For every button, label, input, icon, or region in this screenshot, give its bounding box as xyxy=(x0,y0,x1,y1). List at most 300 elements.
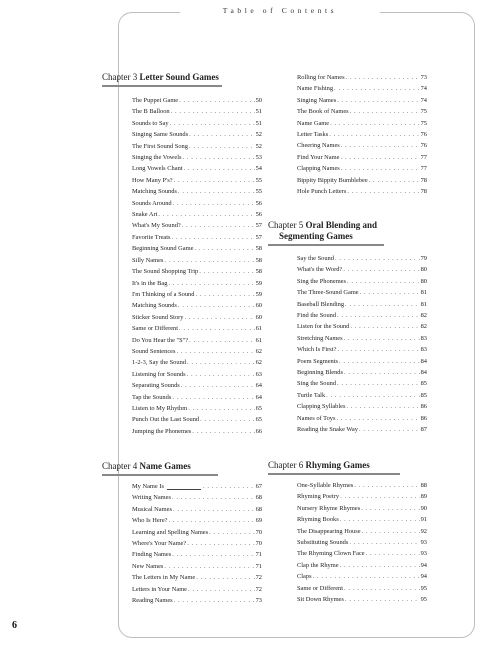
entry-page: 65 xyxy=(255,404,262,412)
dot-leader xyxy=(182,152,254,163)
dot-leader xyxy=(172,549,254,560)
entry-title: Find Your Name xyxy=(297,153,340,161)
entry-title: The B Balloon xyxy=(132,108,170,116)
dot-leader xyxy=(337,95,419,106)
toc-entry[interactable] xyxy=(132,504,262,515)
toc-entry[interactable] xyxy=(132,106,262,117)
dot-leader xyxy=(335,253,420,264)
chapter-3-number: Chapter 3 xyxy=(102,72,138,82)
entry-page: 71 xyxy=(255,551,262,559)
entry-title: Matching Sounds xyxy=(132,302,177,310)
toc-entry[interactable] xyxy=(132,549,262,560)
toc-entry[interactable] xyxy=(297,276,427,287)
toc-entry[interactable] xyxy=(297,537,427,548)
toc-entry[interactable] xyxy=(132,129,262,140)
entry-title: Silly Names xyxy=(132,256,164,264)
entry-page: 56 xyxy=(255,211,262,219)
toc-entry[interactable] xyxy=(297,548,427,559)
dot-leader xyxy=(178,300,255,311)
entry-page: 74 xyxy=(420,85,427,93)
toc-entry[interactable] xyxy=(297,480,427,491)
entry-title: Sing the Sound xyxy=(297,380,337,388)
entry-page: 73 xyxy=(420,74,427,81)
dot-leader xyxy=(336,413,419,424)
entry-page: 60 xyxy=(255,302,262,310)
entry-page: 76 xyxy=(420,142,427,150)
entry-title: Matching Sounds xyxy=(132,188,177,196)
entry-title: What's My Sound? xyxy=(132,222,181,230)
toc-entry[interactable] xyxy=(132,414,262,425)
entry-title: Clap the Rhyme xyxy=(297,561,339,569)
toc-entry[interactable] xyxy=(132,492,262,503)
toc-entry[interactable] xyxy=(297,367,427,378)
toc-entry[interactable] xyxy=(297,118,427,129)
dot-leader xyxy=(349,537,419,548)
dot-leader xyxy=(350,321,419,332)
entry-page: 68 xyxy=(255,494,262,502)
entry-title: Sing the Phonemes xyxy=(297,277,346,285)
entry-page: 95 xyxy=(420,596,427,604)
toc-entry[interactable] xyxy=(297,72,427,83)
entry-title: Sound Sentences xyxy=(132,347,176,355)
toc-entry[interactable] xyxy=(132,243,262,254)
entry-title: Where's Your Name? xyxy=(132,540,187,548)
dot-leader xyxy=(164,255,254,266)
toc-entry[interactable] xyxy=(297,106,427,117)
toc-entry[interactable] xyxy=(297,356,427,367)
entry-page: 90 xyxy=(420,504,427,512)
entry-title: Finding Names xyxy=(132,551,172,559)
toc-entry[interactable] xyxy=(132,369,262,380)
entry-title: The Three-Sound Game xyxy=(297,289,359,297)
dot-leader xyxy=(187,369,255,380)
dot-leader xyxy=(164,561,254,572)
toc-entry[interactable] xyxy=(297,129,427,140)
toc-entry[interactable] xyxy=(297,413,427,424)
toc-entry[interactable] xyxy=(297,560,427,571)
dot-leader xyxy=(184,312,254,323)
dot-leader xyxy=(172,232,255,243)
chapter-4-heading xyxy=(102,461,191,472)
toc-entry[interactable] xyxy=(297,583,427,594)
toc-entry[interactable] xyxy=(132,346,262,357)
chapter-4-list xyxy=(132,481,262,606)
entry-title: Name Fishing xyxy=(297,85,334,93)
entry-title: Singing the Vowels xyxy=(132,154,182,162)
toc-entry[interactable] xyxy=(132,584,262,595)
entry-title: Jumping the Phonemes xyxy=(132,427,192,435)
chapter-5-title-line1: Oral Blending and xyxy=(305,220,378,230)
entry-title: The First Sound Song xyxy=(132,142,188,150)
entry-page: 55 xyxy=(255,188,262,196)
entry-title: Separating Sounds xyxy=(132,382,180,390)
entry-page: 55 xyxy=(255,176,262,184)
dot-leader xyxy=(366,548,420,559)
entry-title: Stretching Names xyxy=(297,334,343,342)
entry-title: Name Game xyxy=(297,119,330,127)
entry-title: The Puppet Game xyxy=(132,97,179,104)
chapter-3-title: Letter Sound Games xyxy=(139,72,219,82)
entry-page: 68 xyxy=(255,505,262,513)
dot-leader xyxy=(196,572,254,583)
toc-entry[interactable] xyxy=(132,392,262,403)
dot-leader xyxy=(329,129,419,140)
entry-page: 93 xyxy=(420,550,427,558)
dot-leader xyxy=(200,414,255,425)
entry-page: 81 xyxy=(420,289,427,297)
entry-page: 52 xyxy=(255,142,262,150)
entry-page: 51 xyxy=(255,108,262,116)
dot-leader xyxy=(169,515,255,526)
toc-entry[interactable] xyxy=(132,198,262,209)
entry-page: 59 xyxy=(255,279,262,287)
toc-entry[interactable] xyxy=(132,403,262,414)
entry-title: Beginning Sound Game xyxy=(132,245,194,253)
entry-title: Punch Out the Last Sound xyxy=(132,416,200,424)
entry-title: The Book of Names xyxy=(297,108,349,116)
entry-title: Rolling for Names xyxy=(297,74,345,81)
dot-leader xyxy=(341,163,420,174)
dot-leader xyxy=(173,504,255,515)
toc-entry[interactable] xyxy=(297,378,427,389)
entry-title: Rhyming Poetry xyxy=(297,493,340,501)
entry-title: Names of Toys xyxy=(297,414,336,422)
entry-page: 66 xyxy=(255,427,262,435)
dot-leader xyxy=(178,186,255,197)
toc-entry[interactable] xyxy=(132,232,262,243)
dot-leader xyxy=(337,378,420,389)
toc-entry[interactable] xyxy=(297,424,427,435)
chapter-6-list xyxy=(297,480,427,605)
entry-page: 70 xyxy=(255,528,262,536)
dot-leader xyxy=(192,426,254,437)
toc-entry[interactable] xyxy=(132,152,262,163)
toc-entry[interactable] xyxy=(132,220,262,231)
chapter-5-number: Chapter 5 xyxy=(268,220,304,230)
dot-leader xyxy=(341,140,420,151)
entry-page: 75 xyxy=(420,119,427,127)
toc-entry[interactable] xyxy=(297,333,427,344)
entry-page: 54 xyxy=(255,165,262,173)
entry-page: 83 xyxy=(420,346,427,354)
toc-entry[interactable] xyxy=(297,287,427,298)
entry-page: 84 xyxy=(420,369,427,377)
toc-entry[interactable] xyxy=(132,118,262,129)
dot-leader xyxy=(174,175,255,186)
dot-leader xyxy=(354,480,419,491)
dot-leader xyxy=(345,594,420,605)
dot-leader xyxy=(194,243,254,254)
entry-title: Say the Sound xyxy=(297,255,334,262)
toc-entry[interactable] xyxy=(297,186,427,197)
entry-page: 81 xyxy=(420,300,427,308)
toc-entry[interactable] xyxy=(297,571,427,582)
entry-page: 53 xyxy=(255,154,262,162)
entry-page: 80 xyxy=(420,277,427,285)
toc-entry[interactable] xyxy=(297,321,427,332)
chapter-6-title: Rhyming Games xyxy=(305,460,370,470)
entry-page: 72 xyxy=(255,585,262,593)
toc-entry[interactable] xyxy=(132,595,262,606)
toc-entry[interactable] xyxy=(297,344,427,355)
entry-title: Baseball Blending xyxy=(297,300,345,308)
entry-page: 86 xyxy=(420,414,427,422)
dot-leader xyxy=(170,118,255,129)
dot-leader xyxy=(350,106,420,117)
toc-entry[interactable] xyxy=(297,264,427,275)
dot-leader xyxy=(340,152,419,163)
toc-entry[interactable] xyxy=(297,491,427,502)
dot-leader xyxy=(177,346,255,357)
toc-entry[interactable] xyxy=(132,426,262,437)
entry-title: Cheering Names xyxy=(297,142,340,150)
dot-leader xyxy=(181,380,255,391)
entry-page: 58 xyxy=(255,245,262,253)
entry-page: 86 xyxy=(420,403,427,411)
toc-entry[interactable] xyxy=(132,380,262,391)
entry-title: It's in the Bag xyxy=(132,279,168,287)
entry-page: 63 xyxy=(255,370,262,378)
dot-leader xyxy=(189,129,255,140)
dot-leader xyxy=(174,595,255,606)
toc-entry[interactable] xyxy=(297,175,427,186)
entry-page: 79 xyxy=(420,255,427,262)
entry-title: Do You Hear the "S"? xyxy=(132,336,189,344)
toc-entry[interactable] xyxy=(297,526,427,537)
toc-entry[interactable] xyxy=(297,401,427,412)
entry-title: Musical Names xyxy=(132,505,172,513)
entry-page: 72 xyxy=(255,574,262,582)
entry-title: 1-2-3, Say the Sound xyxy=(132,359,186,367)
entry-title: Who Is Here? xyxy=(132,517,168,525)
entry-page: 95 xyxy=(420,584,427,592)
dot-leader xyxy=(340,514,420,525)
entry-page: 57 xyxy=(255,222,262,230)
entry-title: Turtle Talk xyxy=(297,391,326,399)
dot-leader xyxy=(168,278,254,289)
toc-entry[interactable] xyxy=(297,253,427,264)
dot-leader xyxy=(361,503,419,514)
chapter-5-heading xyxy=(268,220,377,242)
entry-title: Nursery Rhyme Rhymes xyxy=(297,504,361,512)
entry-page: 67 xyxy=(255,483,262,490)
entry-title: Listening for Sounds xyxy=(132,370,186,378)
entry-title: Poem Segments xyxy=(297,357,339,365)
dot-leader xyxy=(189,335,254,346)
chapter-5-title-line2: Segmenting Games xyxy=(279,231,353,241)
chapter-6-rule xyxy=(268,473,400,475)
entry-page: 57 xyxy=(255,233,262,241)
toc-entry[interactable] xyxy=(297,140,427,151)
toc-entry[interactable] xyxy=(297,390,427,401)
dot-leader xyxy=(171,106,255,117)
entry-title: Find the Sound xyxy=(297,312,337,320)
dot-leader xyxy=(173,198,255,209)
chapter-6-number: Chapter 6 xyxy=(268,460,304,470)
entry-page: 82 xyxy=(420,312,427,320)
dot-leader xyxy=(344,367,420,378)
entry-title: Snake Art xyxy=(132,211,158,219)
dot-leader xyxy=(189,141,255,152)
toc-entry[interactable] xyxy=(132,357,262,368)
entry-page: 71 xyxy=(255,562,262,570)
entry-title: Reading Names xyxy=(132,597,173,605)
toc-entry[interactable] xyxy=(132,163,262,174)
toc-entry[interactable] xyxy=(132,175,262,186)
entry-page: 78 xyxy=(420,188,427,196)
toc-entry[interactable] xyxy=(297,514,427,525)
entry-page: 89 xyxy=(420,493,427,501)
entry-title: Claps xyxy=(297,573,312,581)
toc-entry[interactable] xyxy=(132,300,262,311)
dot-leader xyxy=(158,209,254,220)
entry-page: 50 xyxy=(255,97,262,104)
entry-title: I'm Thinking of a Sound xyxy=(132,290,195,298)
toc-entry[interactable] xyxy=(297,310,427,321)
entry-page: 85 xyxy=(420,380,427,388)
entry-page: 74 xyxy=(420,96,427,104)
toc-entry[interactable] xyxy=(297,594,427,605)
dot-leader xyxy=(187,538,254,549)
entry-title: Long Vowels Chant xyxy=(132,165,183,173)
entry-title: Sounds Around xyxy=(132,199,172,207)
toc-entry[interactable] xyxy=(132,335,262,346)
entry-page: 61 xyxy=(255,336,262,344)
chapter-4-number: Chapter 4 xyxy=(102,461,138,471)
entry-title: Sit Down Rhymes xyxy=(297,596,344,604)
dot-leader xyxy=(346,72,420,83)
dot-leader xyxy=(179,323,255,334)
dot-leader xyxy=(337,344,419,355)
toc-entry[interactable] xyxy=(297,83,427,94)
entry-page: 64 xyxy=(255,382,262,390)
entry-page: 87 xyxy=(420,426,427,434)
toc-entry[interactable] xyxy=(132,95,262,106)
entry-title: Same or Different xyxy=(132,325,179,333)
entry-title: New Names xyxy=(132,562,164,570)
dot-leader xyxy=(347,186,419,197)
toc-entry[interactable] xyxy=(132,278,262,289)
dot-leader xyxy=(188,584,255,595)
entry-page: 77 xyxy=(420,153,427,161)
entry-page: 78 xyxy=(420,176,427,184)
dot-leader xyxy=(360,287,420,298)
chapter-4-continued-list xyxy=(297,72,427,197)
dot-leader xyxy=(326,390,419,401)
dot-leader xyxy=(199,266,254,277)
entry-page: 88 xyxy=(420,482,427,489)
entry-page: 69 xyxy=(255,517,262,525)
entry-title: What's the Word? xyxy=(297,266,343,274)
entry-title: One-Syllable Rhymes xyxy=(297,482,354,489)
entry-title: Sounds to Say xyxy=(132,119,169,127)
toc-entry[interactable] xyxy=(132,481,262,492)
entry-title: Substituting Sounds xyxy=(297,539,349,547)
entry-page: 92 xyxy=(420,527,427,535)
chapter-5-list xyxy=(297,253,427,436)
page-header: Table of Contents xyxy=(180,4,380,18)
entry-page: 65 xyxy=(255,416,262,424)
entry-page: 83 xyxy=(420,334,427,342)
dot-leader xyxy=(313,571,420,582)
toc-entry[interactable] xyxy=(132,266,262,277)
entry-title: Letter Tasks xyxy=(297,131,329,139)
toc-entry[interactable] xyxy=(132,323,262,334)
dot-leader xyxy=(184,163,255,174)
dot-leader xyxy=(330,118,419,129)
toc-entry[interactable] xyxy=(132,312,262,323)
dot-leader xyxy=(339,356,420,367)
chapter-6-heading xyxy=(268,460,370,471)
dot-leader xyxy=(334,83,420,94)
dot-leader xyxy=(179,95,254,106)
entry-page: 58 xyxy=(255,268,262,276)
entry-title: Listen for the Sound xyxy=(297,323,350,331)
chapter-3-rule xyxy=(102,85,222,87)
toc-entry[interactable] xyxy=(297,95,427,106)
entry-title: The Rhyming Clown Face xyxy=(297,550,365,558)
entry-title: Tap the Sounds xyxy=(132,393,172,401)
toc-entry[interactable] xyxy=(132,209,262,220)
chapter-3-heading xyxy=(102,72,219,83)
toc-entry[interactable] xyxy=(132,527,262,538)
toc-entry[interactable] xyxy=(132,255,262,266)
toc-entry[interactable] xyxy=(132,572,262,583)
entry-page: 52 xyxy=(255,131,262,139)
dot-leader xyxy=(344,333,420,344)
dot-leader xyxy=(345,299,420,310)
entry-page: 62 xyxy=(255,347,262,355)
toc-entry[interactable] xyxy=(132,186,262,197)
entry-page: 93 xyxy=(420,539,427,547)
toc-entry[interactable] xyxy=(132,289,262,300)
dot-leader xyxy=(172,492,255,503)
dot-leader xyxy=(343,264,419,275)
entry-page: 75 xyxy=(420,108,427,116)
toc-entry[interactable] xyxy=(132,515,262,526)
entry-title: Favorite Treats xyxy=(132,233,171,241)
entry-title: Hole Punch Letters xyxy=(297,188,347,196)
entry-page: 60 xyxy=(255,313,262,321)
dot-leader xyxy=(347,276,420,287)
dot-leader xyxy=(188,403,254,414)
toc-entry[interactable] xyxy=(297,299,427,310)
chapter-4-rule xyxy=(102,474,218,476)
entry-title: The Sound Shopping Trip xyxy=(132,268,199,276)
toc-entry[interactable] xyxy=(297,163,427,174)
entry-page: 64 xyxy=(255,393,262,401)
entry-page: 70 xyxy=(255,540,262,548)
chapter-4-title: Name Games xyxy=(139,461,191,471)
entry-title: Singing Same Sounds xyxy=(132,131,189,139)
toc-entry[interactable] xyxy=(297,503,427,514)
name-blank-line xyxy=(167,481,201,490)
entry-title: Writing Names xyxy=(132,494,171,502)
entry-title: Clapping Names xyxy=(297,165,340,173)
toc-entry[interactable] xyxy=(132,141,262,152)
entry-page: 58 xyxy=(255,256,262,264)
entry-page: 94 xyxy=(420,561,427,569)
entry-page: 56 xyxy=(255,199,262,207)
toc-entry[interactable] xyxy=(132,538,262,549)
dot-leader xyxy=(344,583,420,594)
toc-entry[interactable] xyxy=(297,152,427,163)
dot-leader xyxy=(346,401,419,412)
dot-leader xyxy=(369,175,420,186)
toc-entry[interactable] xyxy=(132,561,262,572)
entry-page: 82 xyxy=(420,323,427,331)
entry-title: Learning and Spelling Names xyxy=(132,528,209,536)
